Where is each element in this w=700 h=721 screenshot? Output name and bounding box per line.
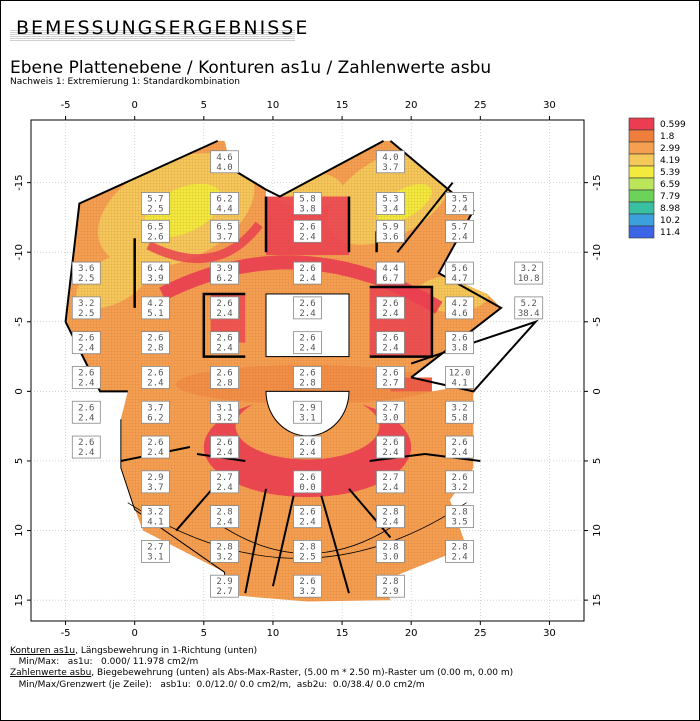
- value-box-bottom: 0.0: [299, 482, 316, 493]
- legend-swatch: [629, 118, 654, 130]
- value-box-bottom: 2.4: [299, 448, 316, 459]
- value-box-top: 2.6: [382, 368, 399, 379]
- x-tick-label-top: 10: [266, 100, 280, 111]
- value-box-bottom: 4.6: [451, 308, 468, 319]
- value-box-bottom: 4.1: [147, 517, 164, 528]
- section-title: BEMESSUNGSERGEBNISSE: [16, 17, 310, 39]
- y-tick-label-left: 15: [14, 593, 25, 607]
- value-box: [72, 366, 100, 388]
- legend-swatch: [629, 178, 654, 190]
- legend-swatch: [629, 202, 654, 214]
- value-box-top: 3.2: [520, 264, 537, 275]
- value-box-bottom: 4.0: [216, 162, 233, 173]
- value-box: [446, 332, 474, 354]
- value-box: [211, 436, 239, 458]
- value-box-top: 3.5: [451, 194, 468, 205]
- legend-swatch: [629, 154, 654, 166]
- y-tick-label-left: -10: [13, 244, 25, 261]
- x-tick-label-top: 30: [543, 100, 556, 111]
- value-box-bottom: 3.1: [147, 552, 164, 563]
- value-box-bottom: 3.4: [382, 204, 399, 215]
- value-box-bottom: 2.5: [299, 552, 316, 563]
- value-box-bottom: 2.4: [299, 232, 316, 243]
- value-box-bottom: 6.7: [382, 274, 399, 285]
- footer-values-label: Zahlenwerte asbu: [10, 668, 92, 678]
- footer-contours-label: Konturen as1u: [10, 646, 76, 656]
- value-box-bottom: 2.4: [299, 343, 316, 354]
- value-box: [294, 366, 322, 388]
- value-box: [446, 506, 474, 528]
- value-box: [294, 575, 322, 597]
- value-box-top: 3.2: [78, 298, 95, 309]
- value-box-top: 2.6: [382, 298, 399, 309]
- x-tick-label-bottom: 30: [543, 628, 556, 639]
- legend-swatch: [629, 214, 654, 226]
- value-box-top: 5.3: [382, 194, 399, 205]
- legend-label: 0.599: [660, 120, 686, 130]
- value-box-top: 2.6: [147, 438, 164, 449]
- legend-swatch: [629, 166, 654, 178]
- value-box-top: 2.6: [451, 333, 468, 344]
- value-box: [515, 297, 543, 319]
- value-box: [294, 540, 322, 562]
- value-box: [72, 262, 100, 284]
- value-box-top: 4.6: [216, 152, 233, 163]
- value-box-bottom: 2.7: [382, 378, 399, 389]
- value-box-bottom: 2.4: [147, 448, 164, 459]
- value-box-top: 2.6: [299, 577, 316, 588]
- value-box-bottom: 5.1: [147, 308, 164, 319]
- x-tick-label-top: 15: [335, 100, 349, 111]
- value-box-bottom: 2.5: [78, 308, 95, 319]
- value-box: [446, 220, 474, 242]
- value-box: [211, 262, 239, 284]
- footer-contours-text: , Längsbewehrung in 1-Richtung (unten): [75, 646, 258, 656]
- value-box: [294, 262, 322, 284]
- value-box-top: 2.6: [299, 472, 316, 483]
- value-box: [211, 297, 239, 319]
- value-box-bottom: 10.8: [517, 274, 540, 285]
- value-box-bottom: 2.4: [216, 308, 233, 319]
- value-box-bottom: 2.4: [78, 413, 95, 424]
- value-box: [294, 401, 322, 423]
- x-tick-label-top: 0: [131, 100, 138, 111]
- value-box: [376, 151, 404, 173]
- value-box-bottom: 3.5: [451, 517, 468, 528]
- legend-swatch: [629, 142, 654, 154]
- value-box-top: 2.8: [299, 542, 316, 553]
- value-box-bottom: 2.9: [382, 587, 399, 598]
- value-box-bottom: 2.4: [451, 232, 468, 243]
- value-box: [294, 332, 322, 354]
- legend-label: 11.4: [660, 228, 681, 238]
- value-box-bottom: 2.4: [382, 308, 399, 319]
- value-box-top: 2.6: [78, 333, 95, 344]
- value-box-top: 2.6: [78, 438, 95, 449]
- value-box-bottom: 2.4: [382, 482, 399, 493]
- value-box-bottom: 3.2: [299, 587, 316, 598]
- x-tick-label-bottom: 25: [473, 628, 487, 639]
- x-tick-label-bottom: 5: [200, 628, 207, 639]
- value-box: [72, 297, 100, 319]
- value-box: [141, 366, 169, 388]
- value-box: [294, 506, 322, 528]
- value-box: [141, 436, 169, 458]
- legend-label: 7.79: [660, 192, 681, 202]
- x-tick-label-bottom: 20: [404, 628, 418, 639]
- value-box: [446, 401, 474, 423]
- value-box-bottom: 2.8: [216, 378, 233, 389]
- legend-swatch: [629, 190, 654, 202]
- x-tick-label-bottom: 10: [266, 628, 280, 639]
- main-title: Ebene Plattenebene / Konturen as1u / Zahlenwerte asbu: [10, 58, 492, 78]
- value-box-bottom: 3.2: [451, 482, 468, 493]
- value-box-bottom: 4.4: [216, 204, 233, 215]
- value-box-top: 2.6: [299, 298, 316, 309]
- value-box: [211, 540, 239, 562]
- value-box-top: 2.7: [216, 472, 233, 483]
- legend-label: 2.99: [660, 144, 681, 154]
- value-box-bottom: 2.7: [216, 587, 233, 598]
- value-box: [141, 332, 169, 354]
- value-box: [211, 471, 239, 493]
- value-box-bottom: 2.4: [216, 517, 233, 528]
- value-box-top: 5.8: [299, 194, 316, 205]
- value-box: [294, 471, 322, 493]
- value-box: [446, 193, 474, 215]
- value-box-top: 6.5: [147, 222, 164, 233]
- value-box-top: 5.9: [382, 222, 399, 233]
- value-box-top: 12.0: [448, 368, 471, 379]
- value-box: [446, 436, 474, 458]
- legend-label: 1.8: [660, 132, 675, 142]
- y-tick-label-right: 10: [592, 524, 603, 537]
- x-tick-label-bottom: 15: [335, 628, 349, 639]
- value-box-top: 5.7: [451, 222, 468, 233]
- x-tick-label-top: 25: [473, 100, 487, 111]
- value-box-top: 2.6: [451, 472, 468, 483]
- value-box-top: 2.8: [382, 542, 399, 553]
- footer-values: [10, 668, 513, 679]
- value-box-top: 2.9: [216, 577, 233, 588]
- value-box-top: 4.0: [382, 152, 399, 163]
- value-box-bottom: 6.2: [147, 413, 164, 424]
- legend-label: 8.98: [660, 204, 681, 214]
- value-box-top: 2.7: [147, 542, 164, 553]
- value-box-bottom: 3.2: [216, 413, 233, 424]
- legend-label: 6.59: [660, 180, 681, 190]
- value-box-top: 2.8: [216, 507, 233, 518]
- value-box: [211, 401, 239, 423]
- value-box: [446, 540, 474, 562]
- value-box-top: 2.6: [382, 438, 399, 449]
- value-box-bottom: 6.2: [216, 274, 233, 285]
- value-box: [141, 297, 169, 319]
- value-box-bottom: 2.4: [382, 448, 399, 459]
- value-box: [211, 151, 239, 173]
- value-box-top: 2.6: [299, 368, 316, 379]
- value-box-bottom: 4.7: [451, 274, 468, 285]
- value-box: [211, 332, 239, 354]
- value-box-bottom: 3.1: [299, 413, 316, 424]
- value-box-bottom: 4.1: [451, 378, 468, 389]
- value-box: [446, 471, 474, 493]
- x-tick-label-bottom: 0: [131, 628, 138, 639]
- value-box: [446, 262, 474, 284]
- value-box-top: 2.6: [299, 438, 316, 449]
- value-box: [376, 506, 404, 528]
- value-box: [211, 506, 239, 528]
- y-tick-label-right: -15: [592, 174, 603, 191]
- value-box-top: 4.2: [451, 298, 468, 309]
- value-box: [141, 471, 169, 493]
- value-box-bottom: 3.0: [382, 413, 399, 424]
- value-box: [376, 366, 404, 388]
- value-box-top: 3.2: [451, 403, 468, 414]
- value-box-bottom: 3.7: [147, 482, 164, 493]
- footer-values-text: , Biegebewehrung (unten) als Abs-Max-Raster, (5.00 m * 2.50 m)-Raster um (0.00 m, 0.00 m): [91, 668, 514, 678]
- value-box: [141, 220, 169, 242]
- y-tick-label-right: 0: [592, 388, 603, 395]
- y-tick-label-right: 5: [592, 457, 603, 465]
- value-box-bottom: 2.4: [78, 378, 95, 389]
- footer-contours: [10, 646, 257, 657]
- value-box-top: 5.7: [147, 194, 164, 205]
- value-box-bottom: 2.4: [299, 517, 316, 528]
- value-box-bottom: 2.8: [299, 378, 316, 389]
- footer-limits: Min/Max/Grenzwert (je Zeile): asb1u: 0.0/12.0/ 0.0 cm2/m, asb2u: 0.0/38.4/ 0.0 cm2/m: [10, 680, 425, 690]
- value-box-bottom: 3.8: [299, 204, 316, 215]
- value-box-bottom: 2.4: [382, 343, 399, 354]
- value-box-bottom: 2.4: [147, 378, 164, 389]
- value-box: [211, 193, 239, 215]
- value-box: [446, 297, 474, 319]
- value-box-bottom: 2.4: [216, 482, 233, 493]
- value-box-bottom: 2.4: [78, 448, 95, 459]
- value-box: [141, 540, 169, 562]
- value-box: [294, 297, 322, 319]
- y-tick-label-left: -15: [14, 174, 25, 191]
- y-tick-label-right: -10: [592, 244, 603, 261]
- value-box-bottom: 3.2: [216, 552, 233, 563]
- value-box-bottom: 2.4: [451, 552, 468, 563]
- value-box-top: 2.6: [147, 368, 164, 379]
- x-tick-label-top: 20: [404, 100, 418, 111]
- value-box-top: 3.6: [78, 264, 95, 275]
- value-box: [515, 262, 543, 284]
- value-box-bottom: 3.7: [382, 162, 399, 173]
- value-box-top: 2.8: [216, 542, 233, 553]
- value-box-top: 2.6: [78, 403, 95, 414]
- value-box-bottom: 3.0: [382, 552, 399, 563]
- value-box-top: 6.2: [216, 194, 233, 205]
- value-box-bottom: 2.4: [299, 308, 316, 319]
- value-box: [376, 332, 404, 354]
- value-box-bottom: 2.4: [451, 448, 468, 459]
- value-box-bottom: 2.4: [451, 204, 468, 215]
- value-box-top: 3.2: [147, 507, 164, 518]
- value-box: [376, 471, 404, 493]
- value-box-top: 2.9: [299, 403, 316, 414]
- value-box-bottom: 3.8: [451, 343, 468, 354]
- value-box: [211, 220, 239, 242]
- value-box-top: 3.1: [216, 403, 233, 414]
- value-box-bottom: 3.7: [216, 232, 233, 243]
- value-box-top: 2.6: [216, 333, 233, 344]
- value-box-bottom: 2.4: [299, 274, 316, 285]
- x-tick-label-bottom: -5: [60, 628, 71, 639]
- value-box-top: 2.7: [382, 403, 399, 414]
- legend: [629, 118, 686, 238]
- value-box-bottom: 2.4: [216, 448, 233, 459]
- value-box: [141, 262, 169, 284]
- value-box-bottom: 3.9: [147, 274, 164, 285]
- value-box-top: 6.4: [147, 264, 164, 275]
- value-box-top: 4.2: [147, 298, 164, 309]
- value-box-top: 2.9: [147, 472, 164, 483]
- y-tick-label-right: 15: [592, 593, 603, 607]
- value-box-top: 4.4: [382, 264, 399, 275]
- value-box-top: 2.8: [451, 542, 468, 553]
- value-box-top: 2.6: [216, 438, 233, 449]
- value-box-top: 2.8: [382, 577, 399, 588]
- value-box-top: 5.6: [451, 264, 468, 275]
- value-box-top: 2.6: [299, 333, 316, 344]
- value-box: [72, 401, 100, 423]
- value-box: [72, 332, 100, 354]
- value-box: [294, 220, 322, 242]
- value-box: [141, 401, 169, 423]
- footer-minmax: Min/Max: as1u: 0.000/ 11.978 cm2/m: [10, 657, 199, 667]
- value-box-bottom: 2.5: [78, 274, 95, 285]
- y-tick-label-left: 5: [14, 457, 25, 465]
- value-box-top: 2.6: [216, 298, 233, 309]
- value-box: [211, 366, 239, 388]
- value-box-top: 2.6: [216, 368, 233, 379]
- value-box-top: 2.6: [451, 438, 468, 449]
- value-box: [141, 193, 169, 215]
- value-box-top: 6.5: [216, 222, 233, 233]
- y-tick-label-right: -5: [592, 316, 603, 327]
- value-box-top: 2.6: [78, 368, 95, 379]
- x-tick-label-top: -5: [60, 100, 71, 111]
- value-box-top: 3.7: [147, 403, 164, 414]
- value-box: [446, 366, 474, 388]
- value-box-bottom: 3.6: [382, 232, 399, 243]
- value-box-bottom: 2.6: [147, 232, 164, 243]
- value-box: [294, 193, 322, 215]
- legend-label: 4.19: [660, 156, 681, 166]
- value-box: [376, 401, 404, 423]
- value-box-top: 2.6: [299, 507, 316, 518]
- value-box: [294, 436, 322, 458]
- value-box-bottom: 2.5: [147, 204, 164, 215]
- legend-swatch: [629, 226, 654, 238]
- value-box: [376, 220, 404, 242]
- value-box-top: 2.6: [299, 222, 316, 233]
- value-box-bottom: 2.4: [382, 517, 399, 528]
- legend-label: 10.2: [660, 216, 681, 226]
- value-box-bottom: 5.8: [451, 413, 468, 424]
- value-box: [72, 436, 100, 458]
- value-box: [376, 262, 404, 284]
- value-box-bottom: 2.8: [147, 343, 164, 354]
- value-box: [376, 575, 404, 597]
- legend-label: 5.39: [660, 168, 681, 178]
- legend-swatch: [629, 130, 654, 142]
- value-box-bottom: 2.4: [78, 343, 95, 354]
- value-box: [376, 193, 404, 215]
- y-tick-label-left: -5: [14, 316, 25, 327]
- value-box: [376, 436, 404, 458]
- value-box: [211, 575, 239, 597]
- value-box-top: 2.6: [382, 333, 399, 344]
- value-box: [141, 506, 169, 528]
- value-box: [376, 297, 404, 319]
- y-tick-label-left: 0: [14, 388, 25, 395]
- value-box-top: 3.9: [216, 264, 233, 275]
- value-box-bottom: 2.4: [216, 343, 233, 354]
- value-box-top: 2.7: [382, 472, 399, 483]
- y-tick-label-left: 10: [14, 524, 25, 537]
- x-tick-label-top: 5: [200, 100, 207, 111]
- sub-title: Nachweis 1: Extremierung 1: Standardkombination: [10, 77, 240, 87]
- value-box: [376, 540, 404, 562]
- value-box-top: 2.6: [299, 264, 316, 275]
- value-box-top: 2.6: [147, 333, 164, 344]
- value-box-top: 2.8: [451, 507, 468, 518]
- value-box-bottom: 38.4: [517, 308, 540, 319]
- value-box-top: 2.8: [382, 507, 399, 518]
- value-box-top: 5.2: [520, 298, 537, 309]
